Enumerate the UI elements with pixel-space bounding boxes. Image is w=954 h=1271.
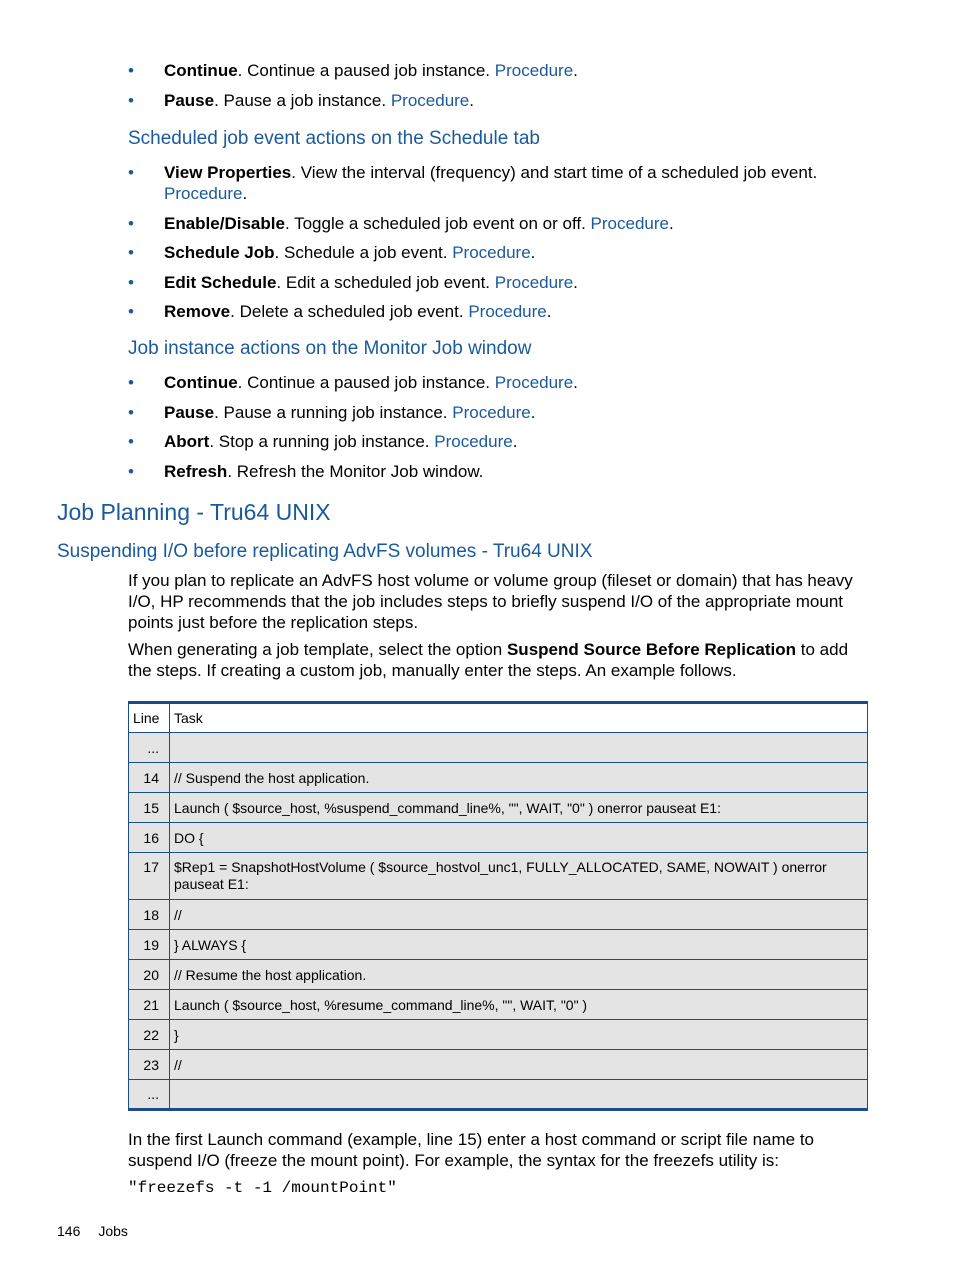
task-cell: //: [170, 1050, 868, 1080]
page-footer: [57, 1223, 128, 1239]
procedure-link[interactable]: Procedure: [590, 213, 669, 233]
line-cell: 16: [129, 823, 170, 853]
list-item: • Pause. Pause a running job instance. Procedure.: [128, 402, 536, 422]
section-heading-monitor: Job instance actions on the Monitor Job window: [128, 338, 532, 359]
procedure-link[interactable]: Procedure: [164, 184, 243, 203]
task-cell: Launch ( $source_host, %suspend_command_line%, "", WAIT, "0" ) onerror pauseat E1:: [170, 793, 868, 823]
task-cell: //: [170, 900, 868, 930]
heading-job-planning: Job Planning - Tru64 UNIX: [57, 499, 331, 525]
list-item: • Continue. Continue a paused job instance. Procedure.: [128, 61, 578, 80]
bullet-icon: •: [128, 302, 134, 321]
section-heading-schedule: Scheduled job event actions on the Schedule tab: [128, 128, 540, 149]
table-row: [129, 763, 868, 793]
task-cell: // Resume the host application.: [170, 960, 868, 990]
task-cell: Launch ( $source_host, %resume_command_line%, "", WAIT, "0" ): [170, 990, 868, 1020]
line-cell: 17: [129, 853, 170, 900]
task-cell: DO {: [170, 823, 868, 853]
job-steps-table: [128, 701, 868, 1111]
bullet-icon: •: [128, 402, 134, 422]
footer-section: Jobs: [98, 1223, 128, 1239]
procedure-link[interactable]: Procedure: [494, 272, 574, 292]
task-cell: $Rep1 = SnapshotHostVolume ( $source_hostvol_unc1, FULLY_ALLOCATED, SAME, NOWAIT ) onerror pauseat E1:: [170, 853, 868, 900]
task-cell: [170, 1080, 868, 1110]
bullet-icon: •: [128, 432, 134, 451]
table-row: [129, 793, 868, 823]
bullet-icon: •: [128, 373, 134, 392]
line-cell: 18: [129, 900, 170, 930]
procedure-link[interactable]: Procedure: [494, 61, 574, 80]
list-item: • View Properties. View the interval (frequency) and start time of a scheduled job event. Procedure.: [128, 163, 818, 203]
bullet-icon: •: [128, 61, 134, 80]
column-header-task: Task: [170, 703, 868, 733]
paragraph-intro: If you plan to replicate an AdvFS host volume or volume group (fileset or domain) that has heavy I/O, HP recommends that the job includes steps to briefly suspend I/O of the appropriate mount points just before the replication steps.: [128, 571, 853, 632]
bullet-list-schedule: [128, 162, 848, 331]
list-item: • Schedule Job. Schedule a job event. Procedure.: [128, 243, 536, 262]
line-cell: 19: [129, 930, 170, 960]
procedure-link[interactable]: Procedure: [390, 90, 470, 110]
line-cell: 14: [129, 763, 170, 793]
table-row: [129, 853, 868, 900]
procedure-link[interactable]: Procedure: [434, 432, 513, 451]
code-sample: "freezefs -t -1 /mountPoint": [128, 1179, 397, 1197]
paragraph-launch: In the first Launch command (example, line 15) enter a host command or script file name to suspend I/O (freeze the mount point). For example, the syntax for the freezefs utility is:: [128, 1130, 814, 1170]
table-row: [129, 990, 868, 1020]
task-cell: }: [170, 1020, 868, 1050]
line-cell: 23: [129, 1050, 170, 1080]
table-row: [129, 1020, 868, 1050]
line-cell: 21: [129, 990, 170, 1020]
task-cell: [170, 733, 868, 763]
list-item: • Pause. Pause a job instance. Procedure.: [128, 90, 474, 110]
heading-suspending-io: Suspending I/O before replicating AdvFS volumes - Tru64 UNIX: [57, 541, 593, 562]
list-item: • Refresh. Refresh the Monitor Job window.: [128, 461, 484, 481]
line-cell: ...: [129, 733, 170, 763]
column-header-line: Line: [129, 703, 170, 733]
task-cell: } ALWAYS {: [170, 930, 868, 960]
table-row: [129, 823, 868, 853]
table-row: [129, 1080, 868, 1110]
paragraph-steps: When generating a job template, select the option Suspend Source Before Replication to add the steps. If creating a custom job, manually enter the steps. An example follows.: [128, 640, 849, 680]
page-number: 146: [57, 1223, 81, 1239]
bullet-icon: •: [128, 213, 134, 233]
table-header-row: [129, 703, 868, 733]
bullet-list-top: [128, 60, 848, 119]
procedure-link[interactable]: Procedure: [494, 373, 574, 392]
list-item: • Remove. Delete a scheduled job event. Procedure.: [128, 302, 552, 321]
bullet-icon: •: [128, 272, 134, 292]
procedure-link[interactable]: Procedure: [468, 302, 547, 321]
list-item: • Enable/Disable. Toggle a scheduled job event on or off. Procedure.: [128, 213, 674, 233]
line-cell: ...: [129, 1080, 170, 1110]
list-item: • Continue. Continue a paused job instance. Procedure.: [128, 373, 578, 392]
bullet-list-monitor: [128, 372, 848, 490]
bullet-icon: •: [128, 243, 134, 262]
table-row: [129, 930, 868, 960]
list-item: • Abort. Stop a running job instance. Procedure.: [128, 432, 518, 451]
task-cell: // Suspend the host application.: [170, 763, 868, 793]
line-cell: 20: [129, 960, 170, 990]
procedure-link[interactable]: Procedure: [452, 402, 531, 422]
procedure-link[interactable]: Procedure: [452, 243, 531, 262]
table-row: [129, 960, 868, 990]
table-row: [129, 1050, 868, 1080]
list-item: • Edit Schedule. Edit a scheduled job event. Procedure.: [128, 272, 578, 292]
line-cell: 22: [129, 1020, 170, 1050]
bullet-icon: •: [128, 90, 134, 110]
line-cell: 15: [129, 793, 170, 823]
bullet-icon: •: [128, 163, 134, 182]
table-row: [129, 900, 868, 930]
table-row: [129, 733, 868, 763]
bullet-icon: •: [128, 461, 134, 481]
